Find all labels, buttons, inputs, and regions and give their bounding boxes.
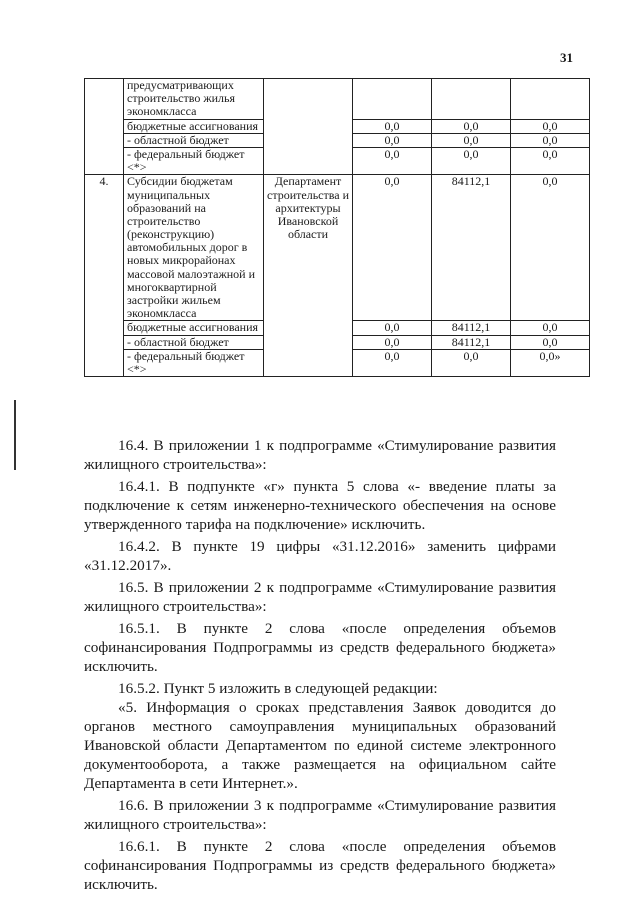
- value-cell: 0,0: [511, 133, 590, 147]
- margin-mark: [14, 400, 16, 470]
- paragraph: «5. Информация о сроках представления Заявок доводится до органов местного самоуправления муниципальных образований Ивановской области Департаментом по единой системе электронного документооборота, а также размещается на официальном сайте Департамента в сети Интернет.».: [84, 699, 556, 792]
- value-cell: 0,0: [511, 175, 590, 321]
- paragraph: 16.6. В приложении 3 к подпрограмме «Стимулирование развития жилищного строительства»:: [84, 797, 556, 833]
- value-cell: 0,0: [353, 175, 432, 321]
- measure-name-cell: бюджетные ассигнования: [124, 321, 264, 335]
- paragraph: 16.5.1. В пункте 2 слова «после определения объемов софинансирования Подпрограммы из средств федерального бюджета» исключить.: [84, 620, 556, 675]
- value-cell: 0,0: [353, 133, 432, 147]
- measure-name-cell: Субсидии бюджетам муниципальных образований на строительство (реконструкцию) автомобильных дорог в новых микрорайонах массовой малоэтажной и многоквартирной застройки жильем экономкласса: [124, 175, 264, 321]
- value-cell: 0,0: [432, 133, 511, 147]
- executor-cell: Департамент строительства и архитектуры Ивановской области: [264, 175, 353, 377]
- value-cell: 0,0: [432, 119, 511, 133]
- row-number-cell: [85, 79, 124, 175]
- value-cell: 0,0»: [511, 349, 590, 376]
- value-cell: 84112,1: [432, 335, 511, 349]
- executor-cell: [264, 79, 353, 175]
- paragraph: 16.5. В приложении 2 к подпрограмме «Стимулирование развития жилищного строительства»:: [84, 579, 556, 615]
- value-cell: [511, 79, 590, 120]
- page-number: 31: [560, 50, 573, 65]
- table-row: [85, 79, 590, 120]
- value-cell: 0,0: [353, 321, 432, 335]
- measure-name-cell: - федеральный бюджет <*>: [124, 349, 264, 376]
- paragraph: 16.4. В приложении 1 к подпрограмме «Стимулирование развития жилищного строительства»:: [84, 437, 556, 473]
- value-cell: 0,0: [511, 147, 590, 174]
- value-cell: 0,0: [353, 147, 432, 174]
- measure-name-cell: бюджетные ассигнования: [124, 119, 264, 133]
- paragraph: 16.4.2. В пункте 19 цифры «31.12.2016» заменить цифрами «31.12.2017».: [84, 538, 556, 574]
- value-cell: 0,0: [511, 335, 590, 349]
- value-cell: [353, 79, 432, 120]
- budget-table: [84, 78, 590, 377]
- value-cell: 0,0: [432, 147, 511, 174]
- paragraph: 16.5.2. Пункт 5 изложить в следующей редакции:: [118, 680, 438, 697]
- value-cell: 0,0: [511, 321, 590, 335]
- value-cell: 84112,1: [432, 321, 511, 335]
- value-cell: 0,0: [353, 335, 432, 349]
- value-cell: 0,0: [353, 349, 432, 376]
- value-cell: 84112,1: [432, 175, 511, 321]
- measure-name-cell: - федеральный бюджет <*>: [124, 147, 264, 174]
- table-row: [85, 175, 590, 321]
- value-cell: 0,0: [432, 349, 511, 376]
- measure-name-cell: предусматривающих строительство жилья экономкласса: [124, 79, 264, 120]
- paragraph: 16.6.1. В пункте 2 слова «после определения объемов софинансирования Подпрограммы из средств федерального бюджета» исключить.: [84, 838, 556, 893]
- measure-name-cell: - областной бюджет: [124, 335, 264, 349]
- value-cell: [432, 79, 511, 120]
- document-body: [84, 436, 556, 894]
- value-cell: 0,0: [353, 119, 432, 133]
- measure-name-cell: - областной бюджет: [124, 133, 264, 147]
- value-cell: 0,0: [511, 119, 590, 133]
- paragraph: 16.4.1. В подпункте «г» пункта 5 слова «- введение платы за подключение к сетям инженерно-технического обеспечения на основе утвержденного тарифа на подключение» исключить.: [84, 478, 556, 533]
- row-number-cell: 4.: [85, 175, 124, 377]
